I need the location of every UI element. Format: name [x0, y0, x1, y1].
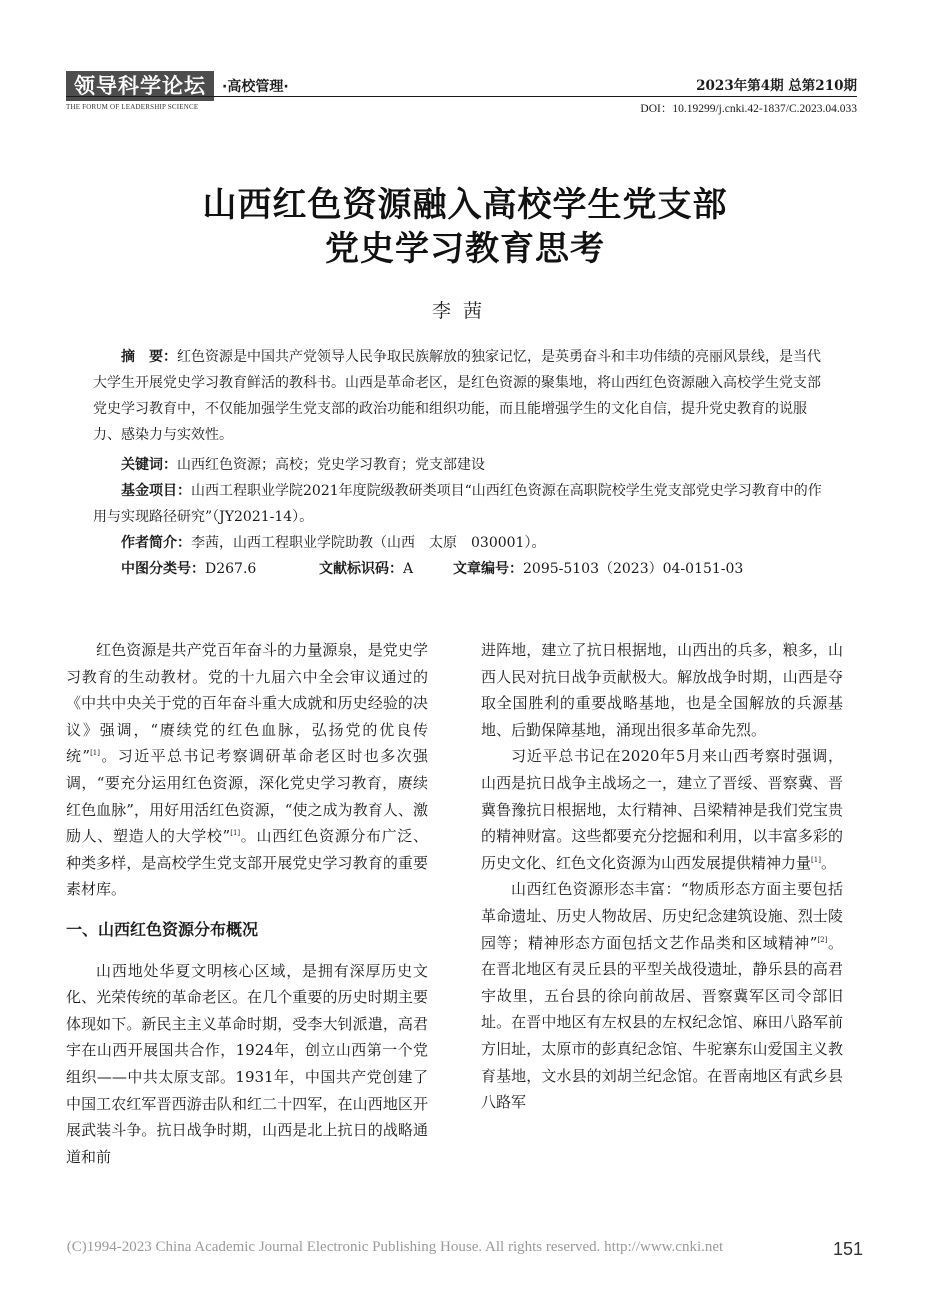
paragraph [481, 876, 843, 1115]
header-rule [66, 96, 857, 97]
paragraph-text: 红色资源是共产党百年奋斗的力量源泉，是党史学习教育的生动教材。党的十九届六中全会审议通过的《中共中央关于党的百年奋斗重大成就和历史经验的决议》强调，“赓续党的红色血脉，弘扬党的优良传统” [66, 641, 428, 766]
doi: DOI：10.19299/j.cnki.42-1837/C.2023.04.033 [640, 103, 857, 115]
paragraph-text: 。山西红色资源分布广泛、种类多样，是高校学生党支部开展党史学习教育的重要素材库。 [66, 827, 428, 899]
citation: [1] [230, 829, 241, 838]
keywords-text: 山西红色资源；高校；党史学习教育；党支部建设 [177, 457, 485, 473]
keywords [93, 452, 829, 478]
paragraph [481, 743, 843, 876]
citation: [1] [90, 749, 100, 758]
page-number: 151 [833, 1239, 864, 1259]
funding [93, 478, 829, 530]
article-number-value: 2095-5103（2023）04-0151-03 [523, 561, 744, 577]
article-number [453, 556, 743, 582]
paragraph: 进阵地，建立了抗日根据地，山西出的兵多，粮多，山西人民对抗日战争贡献极大。解放战争时期，山西是夺取全国胜利的重要战略基地，也是全国解放的兵源基地、后勤保障基地，涌现出很多革命先烈。 [481, 641, 843, 739]
funding-label: 基金项目： [121, 483, 191, 499]
clc-value: D267.6 [205, 561, 257, 577]
body-right-column [481, 637, 843, 1116]
funding-text: 山西工程职业学院2021年度院级教研类项目“山西红色资源在高职院校学生党支部党史学习教育中的作用与实现路径研究”（JY2021-14）。 [93, 483, 822, 525]
citation: [1] [811, 855, 821, 864]
paragraph: 山西地处华夏文明核心区域，是拥有深厚历史文化、光荣传统的革命老区。在几个重要的历史时期主要体现如下。新民主主义革命时期，受李大钊派遣，高君宇在山西开展国共合作，1924年，创立山西第一个党组织——中共太原支部。1931年，中国共产党创建了中国工农红军晋西游击队和红二十四军，在山西地区开展武装斗争。抗日战争时期，山西是北上抗日的战略通道和前 [66, 961, 428, 1166]
author-name: 李茜 [431, 300, 494, 322]
classification-row [121, 556, 857, 582]
paragraph-text: 。在晋北地区有灵丘县的平型关战役遗址，静乐县的高君宇故里，五台县的徐向前故居、晋察冀军区司令部旧址。在晋中地区有左权县的左权纪念馆、麻田八路军前方旧址，太原市的彭真纪念馆、牛驼寨东山爱国主义教育基地，文水县的刘胡兰纪念馆。在晋南地区有武乡县八路军 [481, 933, 843, 1112]
paragraph-text: 习近平总书记在2020年5月来山西考察时强调，山西是抗日战争主战场之一，建立了晋绥、晋察冀、晋冀鲁豫抗日根据地，太行精神、吕梁精神是我们党宝贵的精神财富。这些都要充分挖掘和利用，以丰富多彩的历史文化、红色文化资源为山西发展提供精神力量 [481, 747, 843, 872]
clc-label: 中图分类号： [121, 561, 205, 577]
article-title-line-1: 山西红色资源融入高校学生党支部 [202, 185, 728, 225]
abstract [93, 344, 829, 448]
paragraph-text: 。 [820, 853, 836, 872]
copyright-footer: (C)1994-2023 China Academic Journal Electronic Publishing House. All rights reserved. http://www.cnki.net [66, 1239, 724, 1255]
paragraph-text: 。习近平总书记考察调研革命老区时也多次强调，“要充分运用红色资源，深化党史学习教育，赓续红色血脉”，用好用活红色资源，“使之成为教育人、激励人、塑造人的大学校” [66, 747, 428, 846]
doc-code [319, 556, 453, 582]
author-bio-label: 作者简介： [121, 535, 191, 551]
journal-logo: 领导科学论坛 [66, 71, 214, 101]
abstract-text: 红色资源是中国共产党领导人民争取民族解放的独家记忆，是英勇奋斗和丰功伟绩的亮丽风景线，是当代大学生开展党史学习教育鲜活的教科书。山西是革命老区，是红色资源的聚集地，将山西红色资源融入高校学生党支部党史学习教育中，不仅能加强学生党支部的政治功能和组织功能，而且能增强学生的文化自信，提升党史教育的说服力、感染力与实效性。 [93, 349, 821, 443]
journal-logo-english: THE FORUM OF LEADERSHIP SCIENCE [66, 103, 199, 111]
article-title-line-2: 党史学习教育思考 [325, 229, 605, 269]
paragraph-text: 山西红色资源形态丰富：“物质形态方面主要包括革命遗址、历史人物故居、历史纪念建筑设施、烈士陵园等；精神形态方面包括文艺作品类和区域精神” [481, 880, 843, 952]
section-tag: ·高校管理· [222, 79, 289, 95]
issue-info: 2023年第4期 总第210期 [696, 78, 857, 94]
article-number-label: 文章编号： [453, 561, 523, 577]
author-bio [93, 530, 829, 556]
doc-code-label: 文献标识码： [319, 561, 403, 577]
author-bio-text: 李茜，山西工程职业学院助教（山西 太原 030001）。 [191, 535, 546, 551]
paragraph [66, 637, 428, 903]
keywords-label: 关键词： [121, 457, 177, 473]
citation: [2] [817, 935, 828, 944]
section-heading: 一、山西红色资源分布概况 [66, 919, 259, 939]
doc-code-value: A [403, 561, 414, 577]
clc [121, 556, 319, 582]
abstract-label: 摘 要： [121, 349, 177, 365]
body-left-column [66, 637, 428, 1170]
